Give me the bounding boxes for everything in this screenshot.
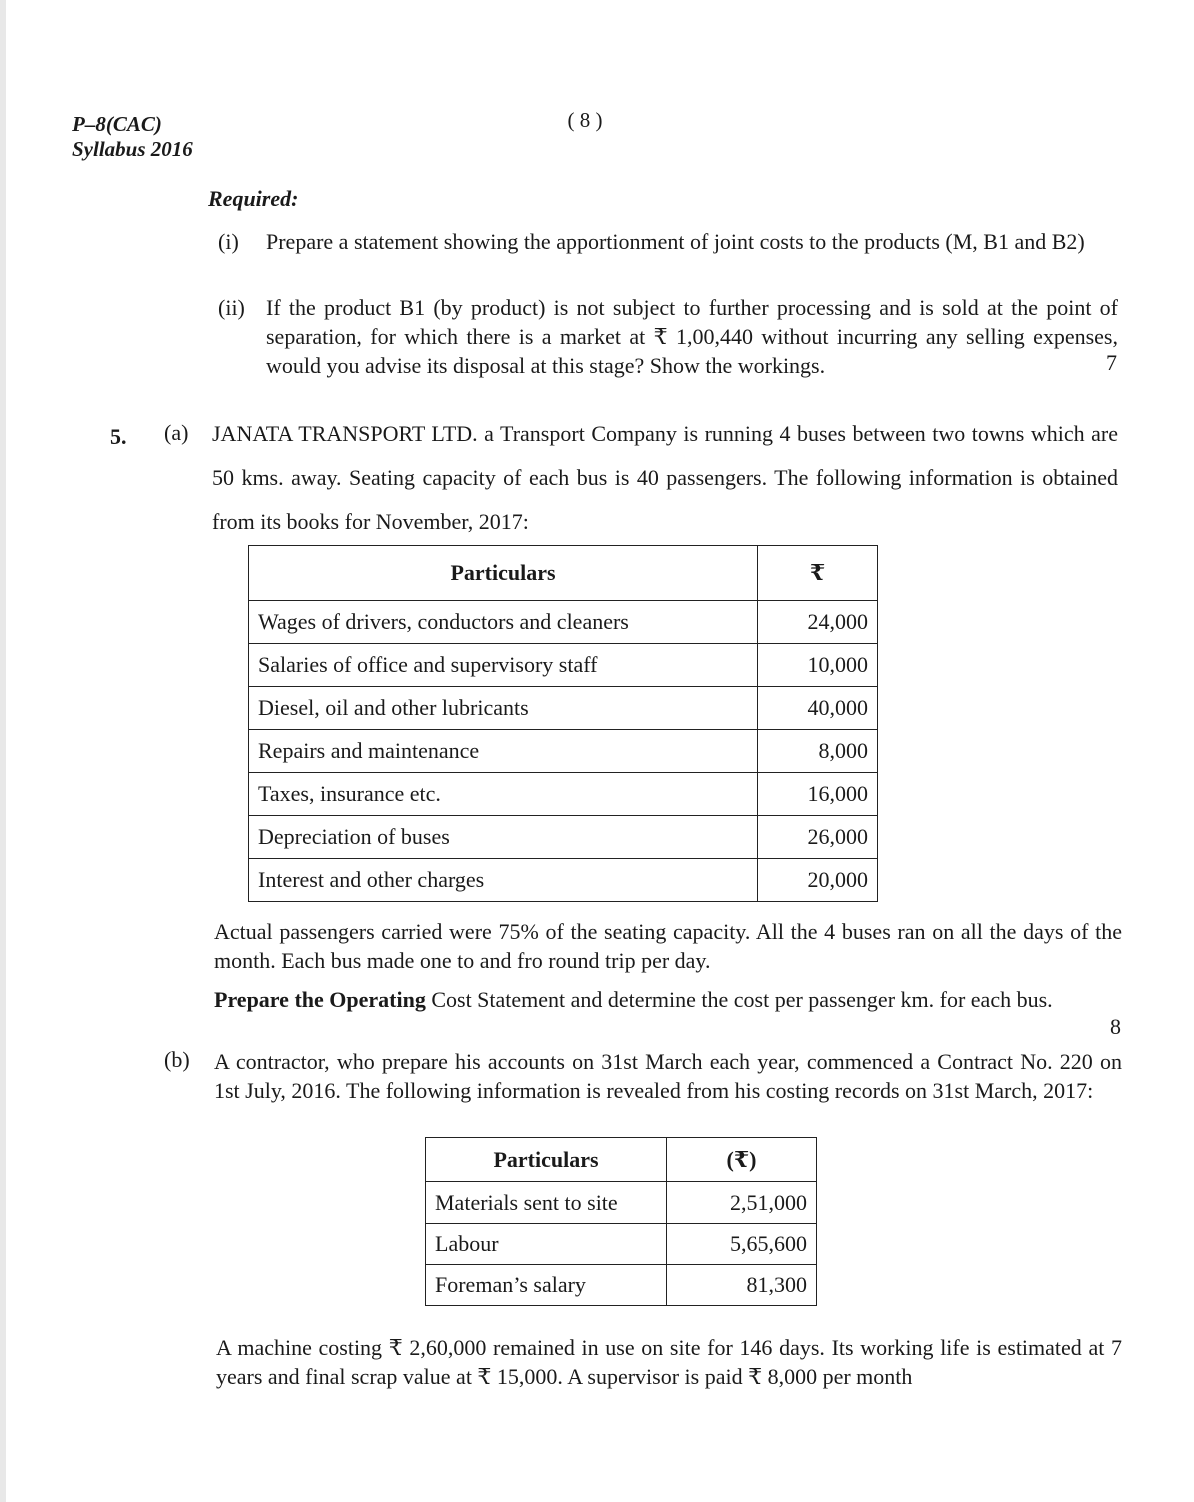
cell-amount: 20,000 — [758, 859, 878, 902]
instruction-bold: Prepare the Operating — [214, 987, 426, 1012]
col-header-amount: ₹ — [758, 546, 878, 601]
subquestion-a-label: (a) — [164, 420, 189, 445]
subquestion-b-intro: A contractor, who prepare his accounts on 31st March each year, commenced a Contract No. 220 on 1st July, 2016. The following information is revealed from his costing records on 31st March, 2017: — [214, 1049, 1122, 1103]
col-header-amount: (₹) — [667, 1138, 817, 1182]
table-row — [426, 1265, 817, 1306]
cell-amount: 24,000 — [758, 601, 878, 644]
required-item-2 — [218, 293, 1118, 380]
required-item-1 — [218, 227, 1118, 285]
table-row — [426, 1182, 817, 1224]
subquestion-a-intro: JANATA TRANSPORT LTD. a Transport Company is running 4 buses between two towns which are 50 kms. away. Seating capacity of each bus is 40 passengers. The following information is obtained from its books for November, 2017: — [212, 421, 1118, 534]
item-number: (i) — [218, 229, 239, 254]
item-text: If the product B1 (by product) is not subject to further processing and is sold at the point of separation, for which there is a market at ₹ 1,00,440 without incurring any selling expenses, would you advise its disposal at this stage? Show the workings. — [266, 295, 1118, 378]
cell-amount: 81,300 — [667, 1265, 817, 1306]
cell-particular: Foreman’s salary — [426, 1265, 667, 1306]
cell-amount: 2,51,000 — [667, 1182, 817, 1224]
cell-particular: Materials sent to site — [426, 1182, 667, 1224]
item-number: (ii) — [218, 295, 245, 320]
cell-amount: 16,000 — [758, 773, 878, 816]
cost-table-a — [248, 545, 878, 902]
marks-required: 7 — [1106, 350, 1117, 375]
cell-particular: Repairs and maintenance — [249, 730, 758, 773]
required-heading: Required: — [208, 186, 299, 211]
table-row — [249, 730, 878, 773]
cell-particular: Diesel, oil and other lubricants — [249, 687, 758, 730]
table-row — [426, 1224, 817, 1265]
table-row — [249, 687, 878, 730]
cell-particular: Depreciation of buses — [249, 816, 758, 859]
table-header-row — [426, 1138, 817, 1182]
table-row — [249, 644, 878, 687]
table-row — [249, 816, 878, 859]
instruction-text: Cost Statement and determine the cost per passenger km. for each bus. — [425, 987, 1053, 1012]
cell-amount: 26,000 — [758, 816, 878, 859]
cell-amount: 10,000 — [758, 644, 878, 687]
scan-edge — [0, 0, 6, 1502]
question-number: 5. — [110, 424, 127, 449]
subquestion-a-instruction — [214, 985, 1122, 1014]
cell-amount: 5,65,600 — [667, 1224, 817, 1265]
page-number: ( 8 ) — [567, 108, 603, 132]
cell-amount: 8,000 — [758, 730, 878, 773]
cell-amount: 40,000 — [758, 687, 878, 730]
cell-particular: Wages of drivers, conductors and cleaners — [249, 601, 758, 644]
subquestion-a-details: Actual passengers carried were 75% of the seating capacity. All the 4 buses ran on all the days of the month. Each bus made one to and fro round trip per day. — [214, 919, 1122, 973]
table-header-row — [249, 546, 878, 601]
subquestion-b-label: (b) — [164, 1047, 190, 1072]
cell-particular: Salaries of office and supervisory staff — [249, 644, 758, 687]
item-text: Prepare a statement showing the apportionment of joint costs to the products (M, B1 and B2) — [266, 229, 1085, 254]
paper-code: P–8(CAC) — [72, 112, 162, 136]
cell-particular: Taxes, insurance etc. — [249, 773, 758, 816]
syllabus-label: Syllabus 2016 — [72, 137, 193, 161]
table-row — [249, 601, 878, 644]
cell-particular: Labour — [426, 1224, 667, 1265]
table-row — [249, 773, 878, 816]
marks-a: 8 — [1110, 1014, 1121, 1039]
table-row — [249, 859, 878, 902]
col-header-particulars: Particulars — [249, 546, 758, 601]
subquestion-b-details: A machine costing ₹ 2,60,000 remained in use on site for 146 days. Its working life is estimated at 7 years and final scrap value at ₹ 15,000. A supervisor is paid ₹ 8,000 per month — [216, 1335, 1122, 1389]
cost-table-b — [425, 1137, 817, 1306]
cell-particular: Interest and other charges — [249, 859, 758, 902]
col-header-particulars: Particulars — [426, 1138, 667, 1182]
